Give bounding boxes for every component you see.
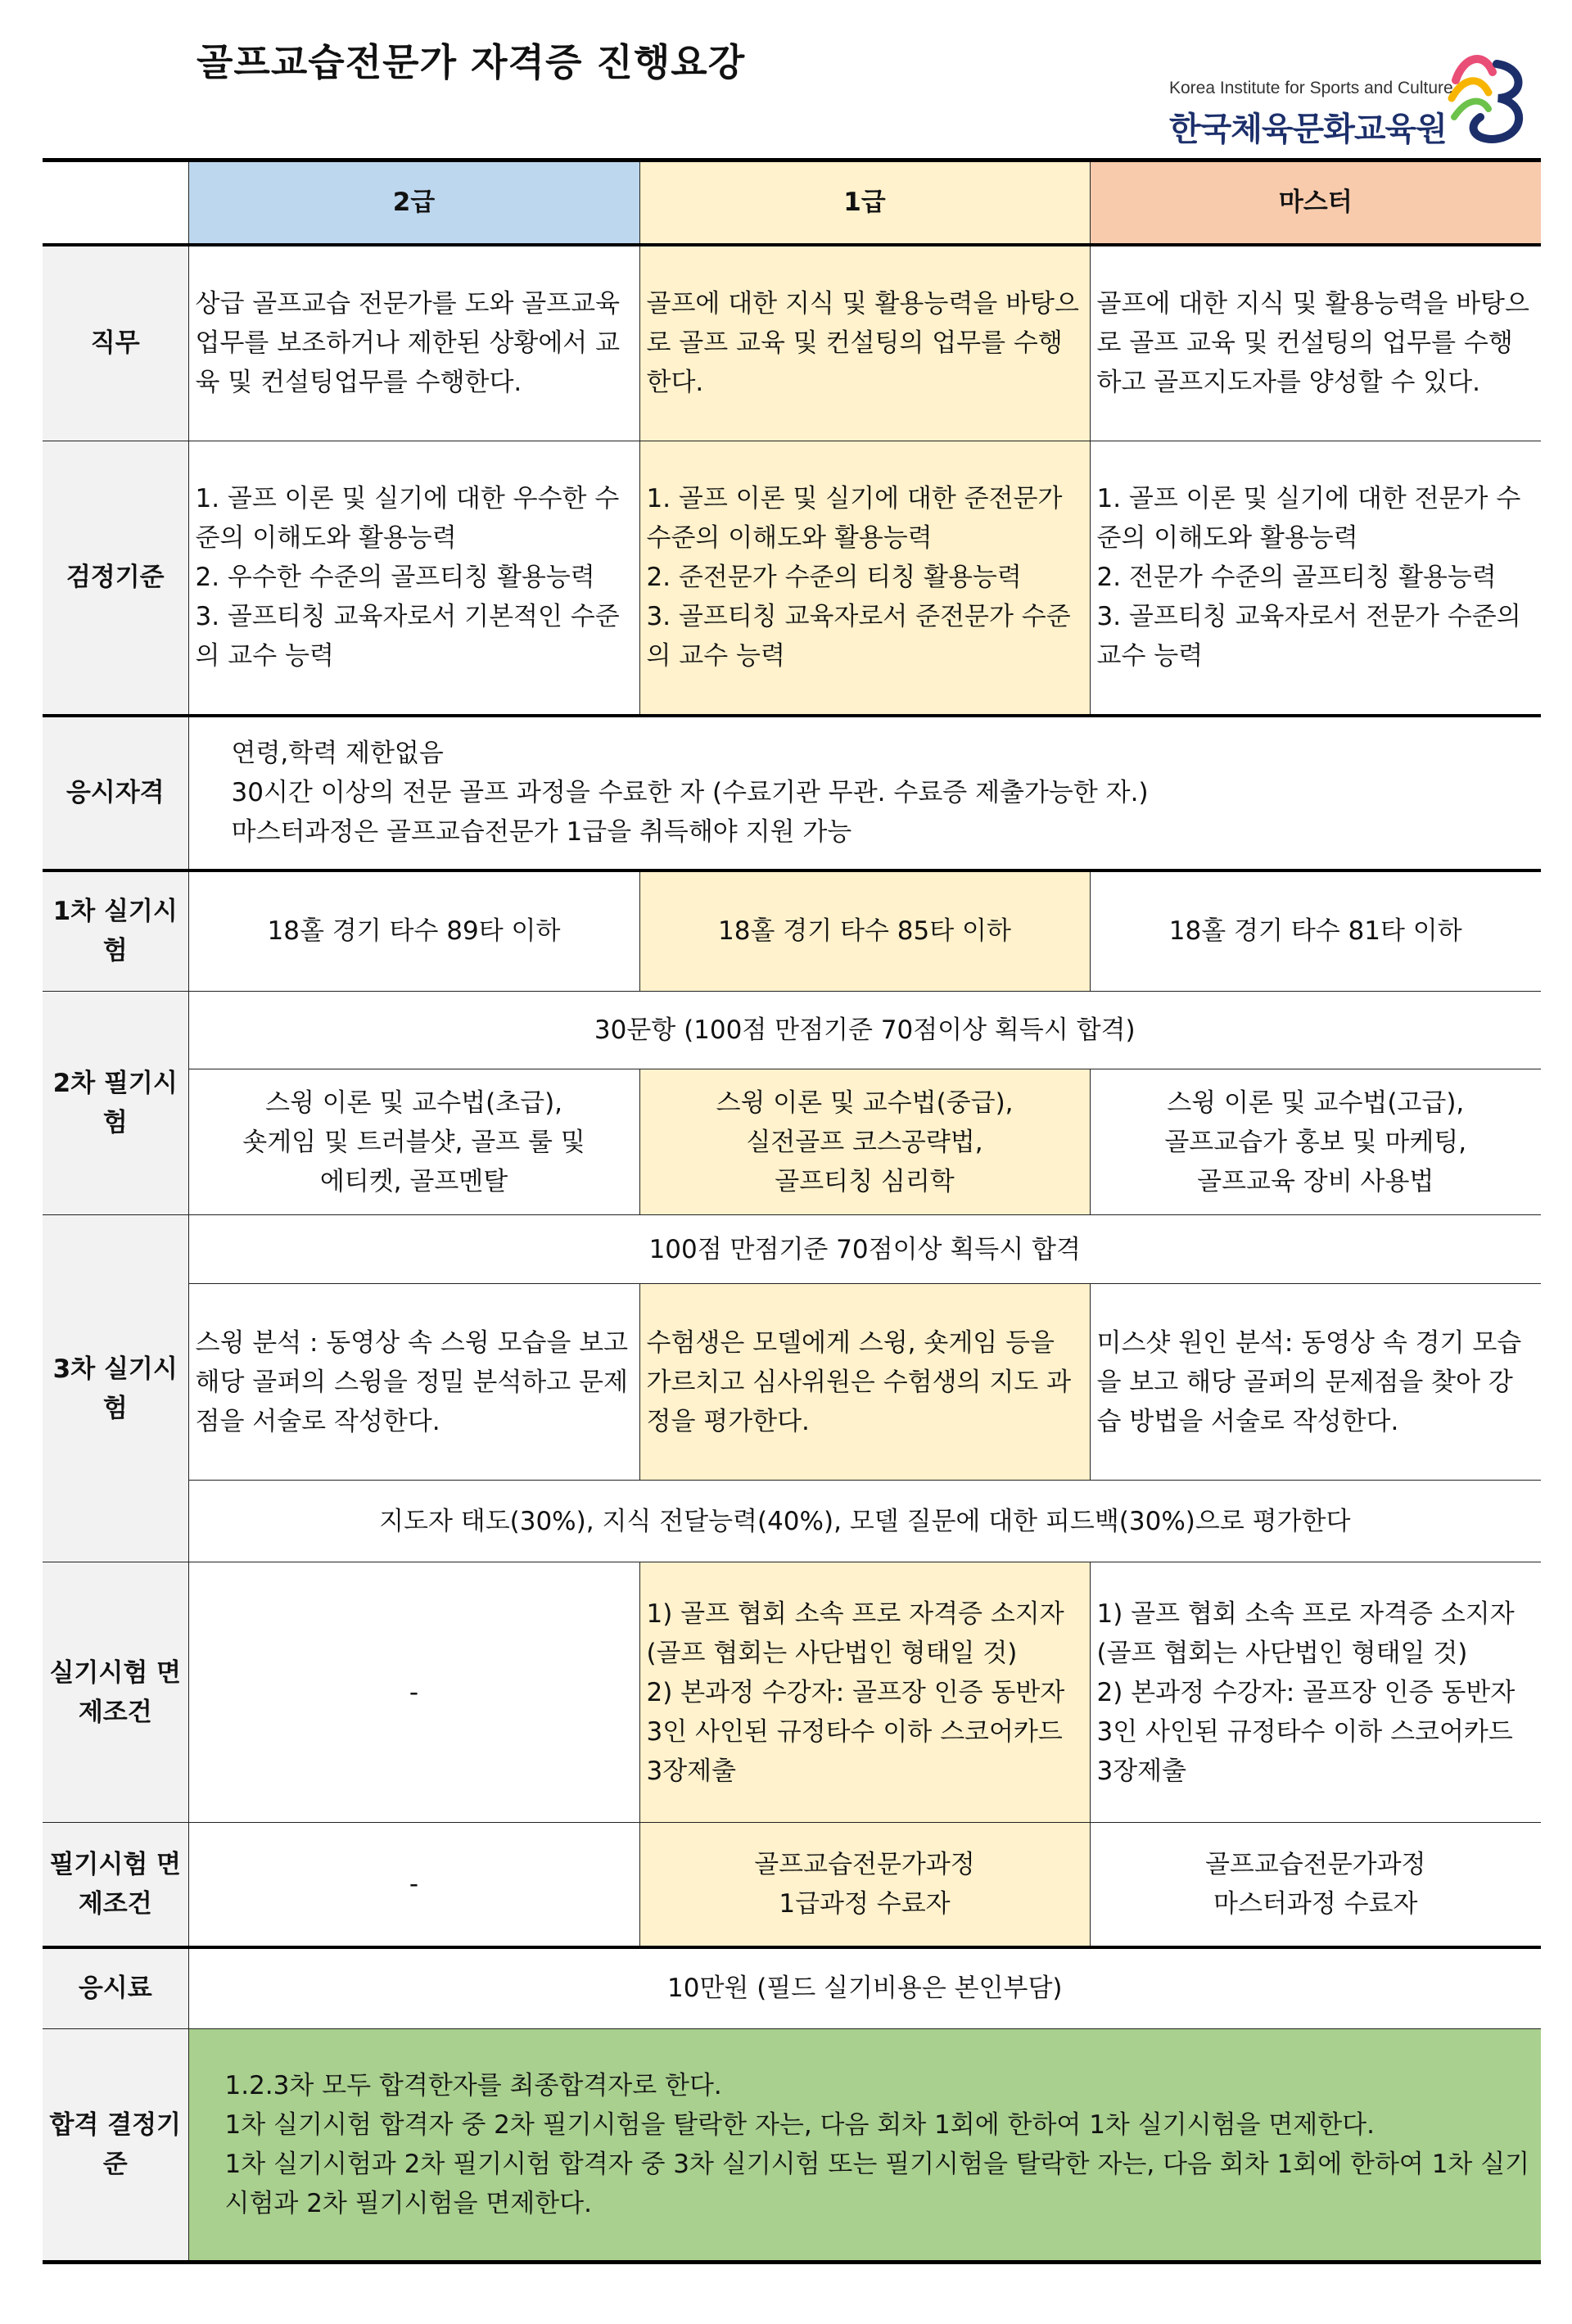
criteria-master xyxy=(1090,441,1541,716)
written-exempt-grade1-line: 1급과정 수료자 xyxy=(779,1888,951,1919)
practical1-grade2: 18홀 경기 타수 89타 이하 xyxy=(188,870,639,992)
pass-criteria-text xyxy=(188,2029,1541,2263)
written2-grade1-line: 실전골프 코스공략법, xyxy=(746,1127,983,1157)
page-title: 골프교습전문가 자격증 진행요강 xyxy=(196,40,746,84)
practical3-grade2: 스윙 분석 : 동영상 속 스윙 모습을 보고 해당 골퍼의 스윙을 정밀 분석하고 문제점을 서술로 작성한다. xyxy=(188,1284,639,1481)
criteria-grade1 xyxy=(639,441,1090,716)
written-exempt-master-line: 골프교습전문가과정 xyxy=(1204,1849,1426,1879)
pass-line: 1차 실기시험과 2차 필기시험 합격자 중 3차 실기시험 또는 필기시험을 탈락한 자는, 다음 회차 1회에 한하여 1차 실기시험과 2차 필기시험을 면제한다. xyxy=(224,2150,1530,2218)
criteria-grade1-line: 3. 골프티칭 교육자로서 준전문가 수준의 교수 능력 xyxy=(646,602,1071,671)
duty-master: 골프에 대한 지식 및 활용능력을 바탕으로 골프 교육 및 컨설팅의 업무를 수행하고 골프지도자를 양성할 수 있다. xyxy=(1090,245,1541,441)
practical-exempt-master xyxy=(1090,1562,1541,1823)
column-header-master: 마스터 xyxy=(1090,161,1541,245)
pass-line: 1차 실기시험 합격자 중 2차 필기시험을 탈락한 자는, 다음 회차 1회에 한하여 1차 실기시험을 면제한다. xyxy=(224,2110,1375,2140)
row-label-pass: 합격 결정기준 xyxy=(43,2029,188,2263)
fee-value: 10만원 (필드 실기비용은 본인부담) xyxy=(188,1947,1541,2029)
row-label-written-exempt: 필기시험 면제조건 xyxy=(43,1823,188,1947)
row-label-duty: 직무 xyxy=(43,245,188,441)
practical3-summary: 100점 만점기준 70점이상 획득시 합격 xyxy=(188,1215,1541,1284)
written2-grade2-line: 에티켓, 골프멘탈 xyxy=(319,1166,508,1196)
practical3-evaluation: 지도자 태도(30%), 지식 전달능력(40%), 모델 질문에 대한 피드백(30%)으로 평가한다 xyxy=(188,1481,1541,1562)
practical-exempt-grade1 xyxy=(639,1562,1090,1823)
eligibility-text xyxy=(188,716,1541,870)
criteria-master-line: 1. 골프 이론 및 실기에 대한 전문가 수준의 이해도와 활용능력 xyxy=(1096,484,1521,554)
written2-grade1 xyxy=(639,1069,1090,1215)
pass-line: 1.2.3차 모두 합격한자를 최종합격자로 한다. xyxy=(224,2071,722,2100)
practical-exempt-master-line: 2) 본과정 수강자: 골프장 인증 동반자 3인 사인된 규정타수 이하 스코어카드 3장제출 xyxy=(1096,1677,1516,1786)
practical1-master: 18홀 경기 타수 81타 이하 xyxy=(1090,870,1541,992)
duty-grade2: 상급 골프교습 전문가를 도와 골프교육업무를 보조하거나 제한된 상황에서 교육 및 컨설팅업무를 수행한다. xyxy=(188,245,639,441)
row-label-written2: 2차 필기시험 xyxy=(43,992,188,1215)
exam-guide-table xyxy=(43,158,1541,2264)
institute-logo xyxy=(1169,47,1529,154)
written-exempt-grade1 xyxy=(639,1823,1090,1947)
criteria-grade2-line: 3. 골프티칭 교육자로서 기본적인 수준의 교수 능력 xyxy=(195,602,620,671)
criteria-master-line: 2. 전문가 수준의 골프티칭 활용능력 xyxy=(1096,563,1497,593)
criteria-grade2-line: 1. 골프 이론 및 실기에 대한 우수한 수준의 이해도와 활용능력 xyxy=(195,484,620,554)
written2-summary: 30문항 (100점 만점기준 70점이상 획득시 합격) xyxy=(188,992,1541,1069)
column-header-grade1: 1급 xyxy=(639,161,1090,245)
written2-master xyxy=(1090,1069,1541,1215)
practical-exempt-grade1-line: 2) 본과정 수강자: 골프장 인증 동반자 3인 사인된 규정타수 이하 스코어카드 3장제출 xyxy=(646,1677,1065,1786)
row-label-practical3: 3차 실기시험 xyxy=(43,1215,188,1562)
row-label-fee: 응시료 xyxy=(43,1947,188,2029)
written-exempt-grade2: - xyxy=(188,1823,639,1947)
written2-master-line: 골프교육 장비 사용법 xyxy=(1197,1166,1434,1196)
logo-emblem-icon xyxy=(1448,47,1529,150)
practical3-grade1: 수험생은 모델에게 스윙, 숏게임 등을 가르치고 심사위원은 수험생의 지도 과정을 평가한다. xyxy=(639,1284,1090,1481)
eligibility-line: 연령,학력 제한없음 xyxy=(231,739,444,768)
written2-grade2-line: 스윙 이론 및 교수법(초급), xyxy=(264,1087,563,1118)
row-label-practical1: 1차 실기시험 xyxy=(43,870,188,992)
row-label-eligibility: 응시자격 xyxy=(43,716,188,870)
header-empty-cell xyxy=(43,161,188,245)
practical-exempt-grade1-line: 1) 골프 협회 소속 프로 자격증 소지자 (골프 협회는 사단법인 형태일 것) xyxy=(646,1598,1064,1668)
practical1-grade1: 18홀 경기 타수 85타 이하 xyxy=(639,870,1090,992)
written2-grade1-line: 스윙 이론 및 교수법(중급), xyxy=(716,1087,1014,1118)
written-exempt-grade1-line: 골프교습전문가과정 xyxy=(754,1849,975,1879)
row-label-criteria: 검정기준 xyxy=(43,441,188,716)
logo-korean-text: 한국체육문화교육원 xyxy=(1169,111,1447,148)
written2-grade2-line: 숏게임 및 트러블샷, 골프 룰 및 xyxy=(242,1127,585,1157)
column-header-grade2: 2급 xyxy=(188,161,639,245)
written2-master-line: 골프교습가 홍보 및 마케팅, xyxy=(1164,1127,1467,1157)
eligibility-line: 마스터과정은 골프교습전문가 1급을 취득해야 지원 가능 xyxy=(231,817,852,847)
criteria-master-line: 3. 골프티칭 교육자로서 전문가 수준의 교수 능력 xyxy=(1096,602,1521,671)
written-exempt-master xyxy=(1090,1823,1541,1947)
written2-master-line: 스윙 이론 및 교수법(고급), xyxy=(1167,1087,1465,1118)
eligibility-line: 30시간 이상의 전문 골프 과정을 수료한 자 (수료기관 무관. 수료증 제출가능한 자.) xyxy=(231,778,1149,807)
row-label-practical-exempt: 실기시험 면제조건 xyxy=(43,1562,188,1823)
criteria-grade1-line: 2. 준전문가 수준의 티칭 활용능력 xyxy=(646,563,1022,593)
logo-english-text: Korea Institute for Sports and Culture xyxy=(1169,79,1453,97)
criteria-grade2 xyxy=(188,441,639,716)
written2-grade2 xyxy=(188,1069,639,1215)
written-exempt-master-line: 마스터과정 수료자 xyxy=(1213,1888,1418,1919)
written2-grade1-line: 골프티칭 심리학 xyxy=(775,1166,955,1196)
criteria-grade1-line: 1. 골프 이론 및 실기에 대한 준전문가 수준의 이해도와 활용능력 xyxy=(646,484,1063,554)
duty-grade1: 골프에 대한 지식 및 활용능력을 바탕으로 골프 교육 및 컨설팅의 업무를 수행한다. xyxy=(639,245,1090,441)
practical-exempt-master-line: 1) 골프 협회 소속 프로 자격증 소지자 (골프 협회는 사단법인 형태일 것) xyxy=(1096,1598,1515,1668)
practical-exempt-grade2: - xyxy=(188,1562,639,1823)
practical3-master: 미스샷 원인 분석: 동영상 속 경기 모습을 보고 해당 골퍼의 문제점을 찾아 강습 방법을 서술로 작성한다. xyxy=(1090,1284,1541,1481)
criteria-grade2-line: 2. 우수한 수준의 골프티칭 활용능력 xyxy=(195,563,595,593)
